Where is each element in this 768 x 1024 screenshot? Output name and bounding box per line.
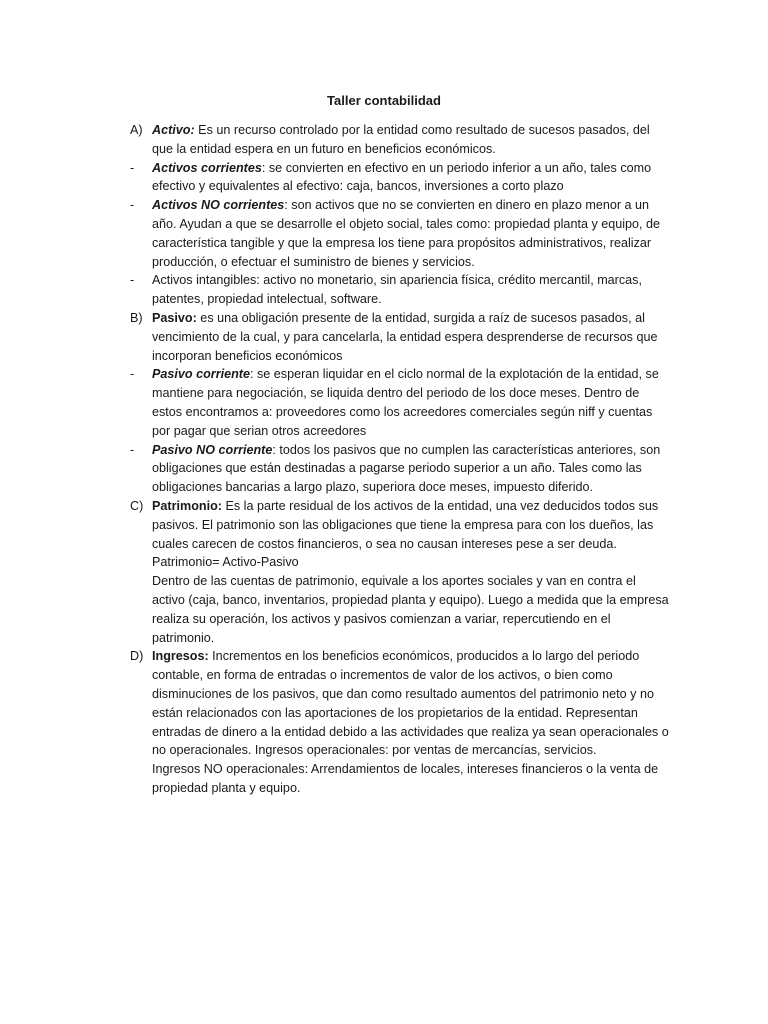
patrimonio-formula: Patrimonio= Activo-Pasivo — [152, 555, 299, 570]
term-pasivo-no-corriente: Pasivo NO corriente — [152, 442, 273, 457]
section-pasivo — [130, 309, 670, 365]
term-activos-corrientes: Activos corrientes — [152, 160, 262, 175]
term-activo: Activo: — [152, 123, 195, 137]
definition-text: Activos intangibles: activo no monetario, sin apariencia física, crédito mercantil, marcas, patentes, propiedad intelectual, software. — [152, 273, 642, 307]
list-marker: - — [130, 273, 135, 288]
definition-text: es una obligación presente de la entidad, surgida a raíz de sucesos pasados, al vencimiento de la cual, y para cancelarla, la entidad espera desprenderse de recursos que incorporan beneficios económicos — [152, 310, 658, 363]
ingresos-no-operacionales: Ingresos NO operacionales: Arrendamientos de locales, intereses financieros o la venta de propiedad planta y equipo. — [152, 762, 659, 795]
term-ingresos: Ingresos: — [152, 649, 209, 664]
section-patrimonio — [130, 497, 670, 553]
definition-text: : todos los pasivos que no cumplen las características anteriores, son obligaciones que están destinadas a pagarse periodo superior a un año. Tales como las obligaciones bancarias a largo plazo, superiora doce meses, impuesto diferido. — [152, 442, 661, 495]
term-patrimonio: Patrimonio: — [152, 498, 222, 513]
patrimonio-detail: Dentro de las cuentas de patrimonio, equivale a los aportes sociales y van en contra el activo (caja, banco, inventarios, propiedad planta y equipo). Luego a medida que la empresa realiza su operación, los activos y pasivos comienzan a variar, repercutiendo en el patrimonio. — [152, 574, 669, 645]
list-marker: D) — [130, 649, 144, 664]
definition-text: : se convierten en efectivo en un periodo inferior a un año, tales como efectivo y equivalentes al efectivo: caja, bancos, inversiones a corto plazo — [152, 160, 652, 194]
list-marker: B) — [130, 310, 143, 325]
section-ingresos — [130, 647, 670, 760]
section-pasivo-no-corriente — [130, 441, 670, 497]
list-marker: - — [130, 442, 135, 457]
definition-text: Es la parte residual de los activos de la entidad, una vez deducidos todos sus pasivos. El patrimonio son las obligaciones que tiene la empresa para con los dueños, las cuales carecen de costos financieros, o sea no causan intereses pese a ser deuda. — [152, 498, 659, 551]
list-marker: - — [130, 198, 135, 213]
section-activos-intangibles — [130, 271, 670, 309]
list-marker: - — [130, 160, 135, 175]
page-title: Taller contabilidad — [327, 93, 441, 108]
term-activos-no-corrientes: Activos NO corrientes — [152, 198, 285, 213]
definition-text: Incrementos en los beneficios económicos, producidos a lo largo del periodo contable, en forma de entradas o incrementos de valor de los activos, o bien como disminuciones de los pasivos, que dan como resultado aumentos del patrimonio neto y no están relacionados con las aportaciones de los propietarios de la entidad. Representan entradas de dinero a la entidad debido a las actividades que realiza ya sean operacionales o no operacionales. Ingresos operacionales: por ventas de mercancías, servicios. — [152, 649, 669, 758]
document-body — [130, 121, 670, 798]
definition-text: Es un recurso controlado por la entidad como resultado de sucesos pasados, del que la entidad espera en un futuro en beneficios económicos. — [152, 123, 650, 156]
list-marker: C) — [130, 498, 144, 513]
definition-text: : se esperan liquidar en el ciclo normal de la explotación de la entidad, se mantiene para negociación, se liquida dentro del periodo de los doce meses. Dentro de estos encontramos a: proveedores como los acreedores comerciales según niff y cuentas por pagar que serian otros acreedores — [152, 367, 659, 438]
list-marker: A) — [130, 123, 143, 137]
section-pasivo-corriente — [130, 365, 670, 440]
term-pasivo-corriente: Pasivo corriente — [152, 367, 250, 382]
term-pasivo: Pasivo: — [152, 310, 197, 325]
section-activo — [130, 121, 670, 159]
section-activos-corrientes — [130, 159, 670, 197]
section-activos-no-corrientes — [130, 196, 670, 271]
definition-text: : son activos que no se convierten en dinero en plazo menor a un año. Ayudan a que se desarrolle el objeto social, tales como: propiedad planta y equipo, de característica tangible y que la empresa los tiene para propósitos administrativos, realizar producción, o efectuar el suministro de bienes y servicios. — [152, 198, 661, 269]
list-marker: - — [130, 367, 135, 382]
